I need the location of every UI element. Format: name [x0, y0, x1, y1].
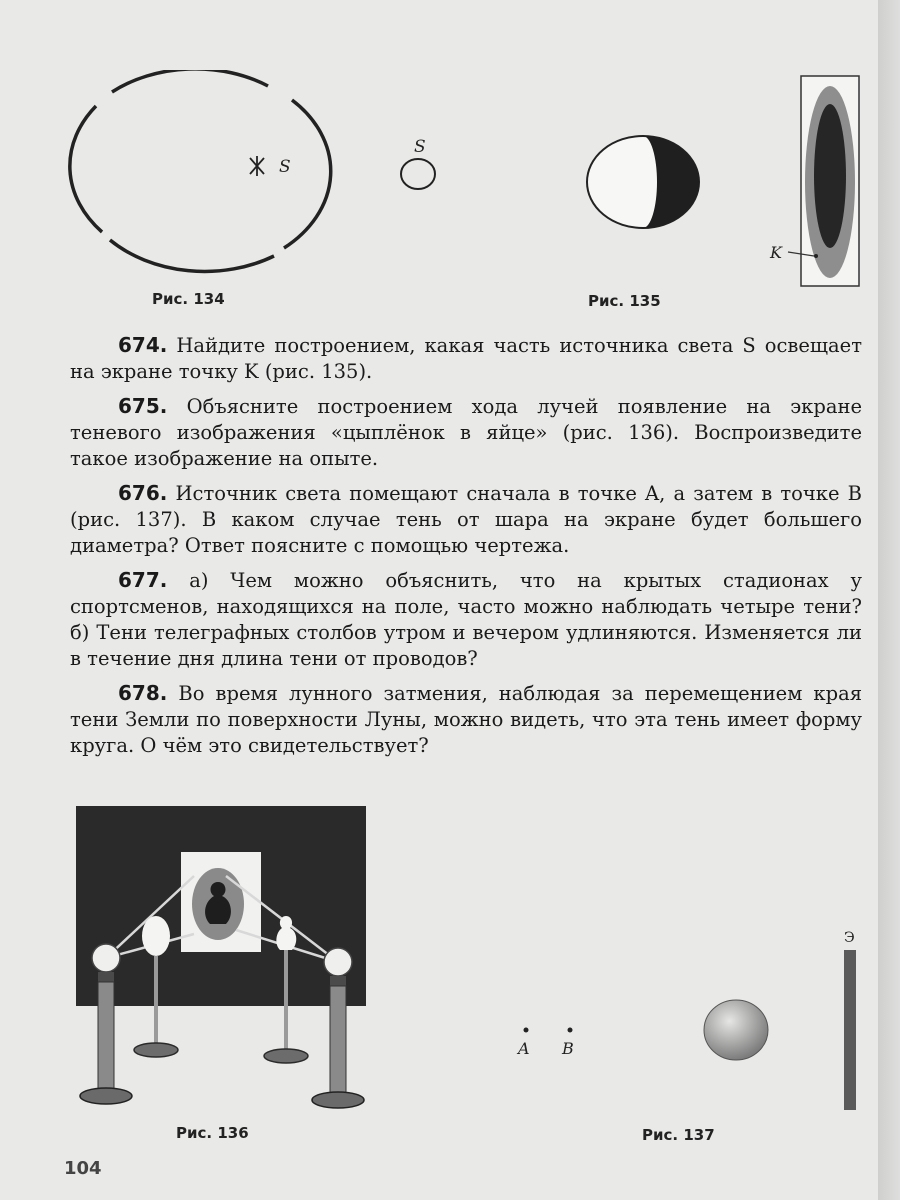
umbra	[814, 104, 846, 248]
page-number: 104	[64, 1158, 102, 1179]
problems-list	[70, 332, 862, 767]
lamp-left-post	[98, 982, 114, 1092]
problem-number: 677.	[118, 568, 168, 592]
point-k-dot	[814, 254, 818, 258]
caption-fig134: Рис. 134	[152, 290, 225, 308]
point-a-dot	[524, 1028, 529, 1033]
chick-stand-base	[264, 1049, 308, 1063]
problem-676	[70, 480, 862, 559]
lamp-left-base	[80, 1088, 132, 1104]
lamp-right-socket	[330, 976, 346, 986]
page-edge	[878, 0, 900, 1200]
problem-text: Источник света помещают сначала в точке A, а затем в точке B (рис. 137). В каком случае тень от шара на экране будет большего диаметра? Ответ поясните с помощью чертежа.	[70, 482, 862, 557]
lamp-right-post	[330, 986, 346, 1096]
caption-fig135: Рис. 135	[588, 292, 661, 310]
problem-number: 674.	[118, 333, 168, 357]
problem-675	[70, 393, 862, 472]
point-b-label: B	[562, 1039, 574, 1058]
problem-674	[70, 332, 862, 385]
caption-fig137: Рис. 137	[642, 1126, 715, 1144]
star-source-icon	[250, 156, 264, 176]
screen-arc-bottom	[110, 240, 274, 271]
problem-number: 675.	[118, 394, 168, 418]
screen-arc-right	[284, 100, 331, 248]
lamp-right-base	[312, 1092, 364, 1108]
problem-677	[70, 567, 862, 672]
problem-text: Объясните построением хода лучей появление на экране теневого изображения «цыплёнок в яйце» (рис. 136). Воспроизведите такое изображение на опыте.	[70, 395, 862, 470]
point-k-label: K	[770, 243, 782, 262]
chick-stand-rod	[284, 950, 288, 1054]
figure-135	[390, 70, 870, 300]
problem-678	[70, 680, 862, 759]
figure-136	[76, 806, 376, 1126]
lamp-left-socket	[98, 972, 114, 982]
egg-object	[142, 916, 170, 956]
figure-134	[60, 70, 340, 290]
source-label: S	[279, 157, 291, 177]
egg-stand-rod	[154, 956, 158, 1046]
point-b-dot	[568, 1028, 573, 1033]
problem-text: а) Чем можно объяснить, что на крытых стадионах у спортсменов, находящихся на поле, часто можно наблюдать четыре тени? б) Тени телеграфных столбов утром и вечером удлиняются. Изменяется ли в течение дня длина тени от проводов?	[70, 569, 862, 670]
problem-number: 676.	[118, 481, 168, 505]
source-label: S	[414, 137, 426, 157]
problem-number: 678.	[118, 681, 168, 705]
screen-arc-left	[70, 106, 102, 232]
lamp-right-bulb	[324, 948, 352, 976]
screen-label: Э	[844, 930, 855, 946]
screen-arc-top	[112, 70, 268, 92]
screen-bar	[844, 950, 856, 1110]
point-a-label: A	[518, 1039, 530, 1058]
lamp-left-bulb	[92, 944, 120, 972]
light-source-circle	[401, 159, 435, 189]
caption-fig136: Рис. 136	[176, 1124, 249, 1142]
ball	[704, 1000, 768, 1060]
figure-137	[500, 920, 880, 1120]
problem-text: Найдите построением, какая часть источника света S освещает на экране точку K (рис. 135).	[70, 334, 862, 383]
problem-text: Во время лунного затмения, наблюдая за перемещением края тени Земли по поверхности Луны, можно видеть, что эта тень имеет форму круга. О чём это свидетельствует?	[70, 682, 863, 757]
egg-stand-base	[134, 1043, 178, 1057]
